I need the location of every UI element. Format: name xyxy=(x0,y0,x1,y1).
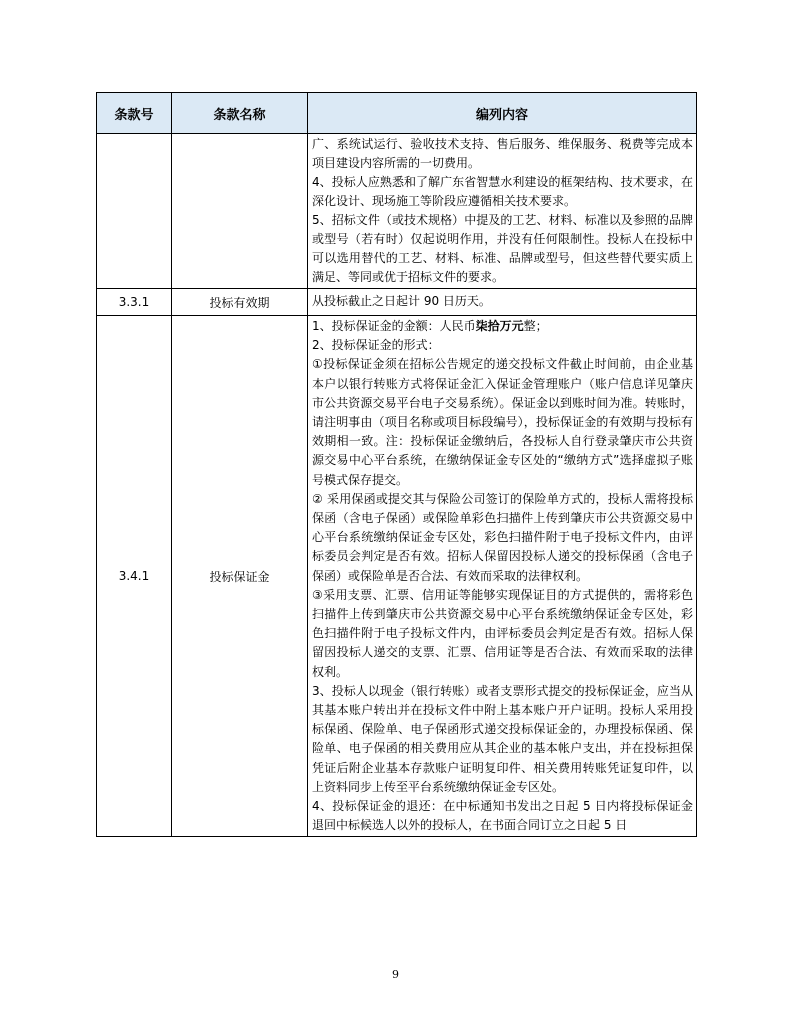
header-content: 编列内容 xyxy=(308,93,697,134)
content-paragraph: ③采用支票、汇票、信用证等能够实现保证目的方式提供的，需将彩色扫描件上传到肇庆市公共资源交易中心平台系统缴纳保证金专区处，彩色扫描件附于电子投标文件内，由评标委员会判定是否有效。招标人保留因投标人递交的支票、汇票、信用证等是否合法、有效而采取的法律权利。 xyxy=(312,587,693,679)
clause-name-cell: 投标保证金 xyxy=(172,316,308,837)
clause-table xyxy=(96,92,697,837)
table-row xyxy=(97,289,697,316)
table-row xyxy=(97,134,697,289)
content-paragraph: 3、投标人以现金（银行转账）或者支票形式提交的投标保证金，应当从其基本账户转出并在投标文件中附上基本账户开户证明。投标人采用投标保函、保险单、电子保函形式递交投标保证金的，办理投标保函、保险单、电子保函的相关费用应从其企业的基本帐户支出，并在投标担保凭证后附企业基本存款账户证明复印件、相关费用转账凭证复印件，以上资料同步上传至平台系统缴纳保证金专区处。 xyxy=(312,683,693,794)
bond-amount-value: 柒拾万元 xyxy=(475,319,524,333)
content-cell xyxy=(308,289,697,316)
content-paragraph: 2、投标保证金的形式： xyxy=(312,338,440,353)
content-paragraph xyxy=(312,317,693,336)
clause-no-cell xyxy=(97,134,172,289)
page-number: 9 xyxy=(392,968,399,981)
table-row xyxy=(97,316,697,837)
bond-amount-prefix: 1、投标保证金的金额：人民币 xyxy=(312,319,476,333)
clause-no-cell: 3.3.1 xyxy=(97,289,172,316)
header-clause-no: 条款号 xyxy=(97,93,172,134)
content-cell xyxy=(308,134,697,289)
content-paragraph: 4、投标人应熟悉和了解广东省智慧水利建设的框架结构、技术要求，在深化设计、现场施工等阶段应遵循相关技术要求。 xyxy=(312,175,693,208)
content-paragraph: 广、系统试运行、验收技术支持、售后服务、维保服务、税费等完成本项目建设内容所需的一切费用。 xyxy=(312,137,693,170)
header-clause-name: 条款名称 xyxy=(172,93,308,134)
content-paragraph: 5、招标文件（或技术规格）中提及的工艺、材料、标准以及参照的品牌或型号（若有时）仅起说明作用，并没有任何限制性。投标人在投标中可以选用替代的工艺、材料、标准、品牌或型号，但这些替代要实质上满足、等同或优于招标文件的要求。 xyxy=(312,213,693,284)
bond-amount-suffix: 整； xyxy=(523,319,548,333)
table-header-row xyxy=(97,93,697,134)
clause-no-cell: 3.4.1 xyxy=(97,316,172,837)
clause-name-cell xyxy=(172,134,308,289)
content-paragraph: 从投标截止之日起计 90 日历天。 xyxy=(312,294,491,309)
content-cell xyxy=(308,316,697,837)
content-paragraph: ② 采用保函或提交其与保险公司签订的保险单方式的，投标人需将投标保函（含电子保函）或保险单彩色扫描件上传到肇庆市公共资源交易中心平台系统缴纳保证金专区处，彩色扫描件附于电子投标文件内，由评标委员会判定是否有效。招标人保留因投标人递交的投标保函（含电子保函）或保险单是否合法、有效而采取的法律权利。 xyxy=(312,491,693,583)
content-paragraph: 4、投标保证金的退还：在中标通知书发出之日起 5 日内将投标保证金退回中标候选人以外的投标人，在书面合同订立之日起 5 日 xyxy=(312,799,693,833)
clause-name-cell: 投标有效期 xyxy=(172,289,308,316)
content-paragraph: ①投标保证金须在招标公告规定的递交投标文件截止时间前，由企业基本户以银行转账方式将保证金汇入保证金管理账户（账户信息详见肇庆市公共资源交易平台电子交易系统）。保证金以到账时间为准。转账时，请注明事由（项目名称或项目标段编号），投标保证金的有效期与投标有效期相一致。注：投标保证金缴纳后，各投标人自行登录肇庆市公共资源交易中心平台系统，在缴纳保证金专区处的“缴纳方式”选择虚拟子账号模式保存提交。 xyxy=(312,357,693,487)
